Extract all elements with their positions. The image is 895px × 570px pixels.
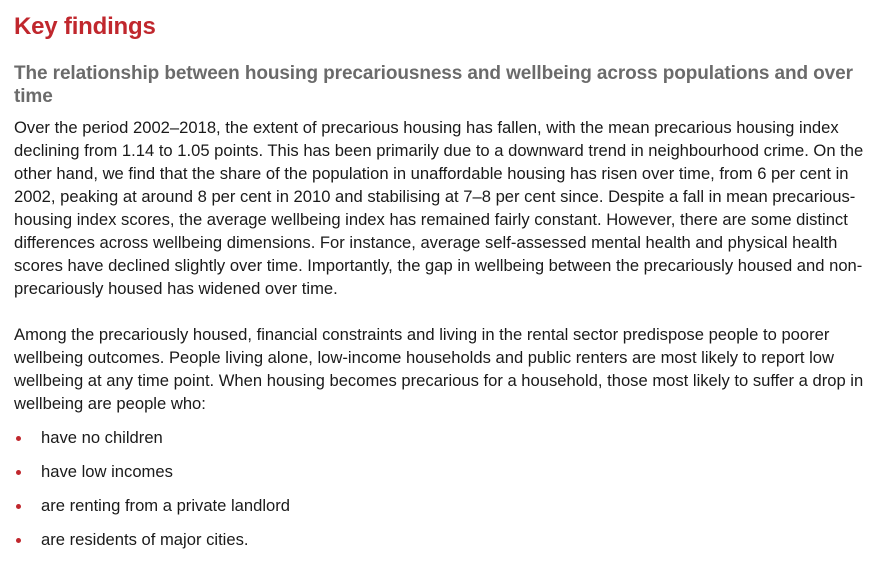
list-item-text: are residents of major cities.: [41, 530, 249, 549]
document-page: [14, 0, 886, 562]
list-item-text: are renting from a private landlord: [41, 496, 291, 515]
list-item: [14, 494, 886, 517]
bullet-dot-icon: [16, 470, 21, 475]
body-paragraph-2: Among the precariously housed, financial constraints and living in the rental sector predispose people to poorer wellbeing outcomes. People living alone, low-income households and public renters are most likely to report low wellbeing at any time point. When housing becomes precarious for a household, those most likely to suffer a drop in wellbeing are people who:: [14, 325, 864, 413]
section-heading: The relationship between housing precariousness and wellbeing across populations and over time: [14, 63, 853, 107]
list-item-text: have no children: [41, 428, 163, 447]
list-item: [14, 426, 886, 449]
bullet-dot-icon: [16, 538, 21, 543]
list-item-text: have low incomes: [41, 462, 173, 481]
page-title: Key findings: [14, 13, 156, 40]
body-paragraph-1: Over the period 2002–2018, the extent of precarious housing has fallen, with the mean precarious housing index declining from 1.14 to 1.05 points. This has been primarily due to a downward trend in neighbourhood crime. On the other hand, we find that the share of the population in unaffordable housing has risen over time, from 6 per cent in 2002, peaking at around 8 per cent in 2010 and stabilising at 7–8 per cent since. Despite a fall in mean precarious-housing index scores, the average wellbeing index has remained fairly constant. However, there are some distinct differences across wellbeing dimensions. For instance, average self-assessed mental health and physical health scores have declined slightly over time. Importantly, the gap in wellbeing between the precariously housed and non-precariously housed has widened over time.: [14, 118, 864, 298]
bullet-dot-icon: [16, 436, 21, 441]
bullet-dot-icon: [16, 504, 21, 509]
findings-bullet-list: [14, 426, 886, 551]
list-item: [14, 460, 886, 483]
list-item: [14, 528, 886, 551]
